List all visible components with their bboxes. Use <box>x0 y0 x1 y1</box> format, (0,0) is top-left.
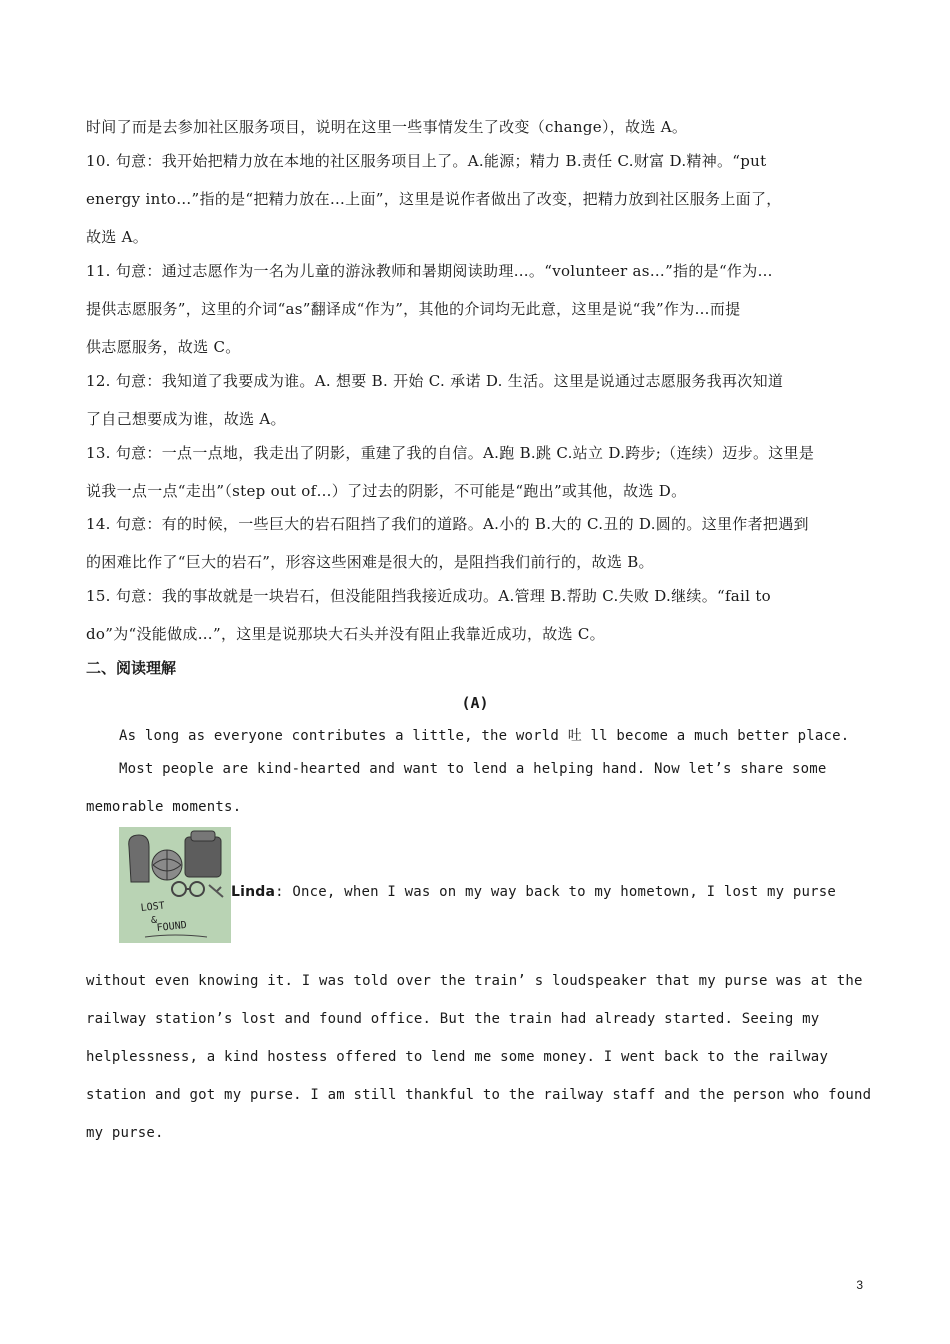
answer-line: energy into…”指的是“把精力放在…上面”，这里是说作者做出了改变，把精力放到社区服务上面了， <box>86 190 782 208</box>
answer-line: 10. 句意：我开始把精力放在本地的社区服务项目上了。A.能源；精力 B.责任 C.财富 D.精神。“put <box>86 152 767 170</box>
passage-intro: Most people are kind-hearted and want to lend a helping hand. Now let’s share some <box>119 761 827 777</box>
svg-text:LOST: LOST <box>140 900 166 914</box>
answer-line: 提供志愿服务”，这里的介词“as”翻译成“作为”，其他的介词均无此意，这里是说“我”作为…而提 <box>86 300 741 318</box>
answer-line: 供志愿服务，故选 C。 <box>86 338 241 356</box>
answer-line: do”为“没能做成…”，这里是说那块大石头并没有阻止我靠近成功，故选 C。 <box>86 625 605 643</box>
answer-line: 14. 句意：有的时候，一些巨大的岩石阻挡了我们的道路。A.小的 B.大的 C.丑的 D.圆的。这里作者把遇到 <box>86 515 809 533</box>
section-heading: 二、阅读理解 <box>86 659 177 677</box>
page-number: 3 <box>856 1278 863 1292</box>
answer-line: 了自己想要成为谁，故选 A。 <box>86 410 286 428</box>
lost-and-found-illustration <box>119 827 231 943</box>
answer-line: 时间了而是去参加社区服务项目，说明在这里一些事情发生了改变（change），故选 A。 <box>86 118 688 136</box>
lost-and-found-image <box>119 827 231 943</box>
answer-line: 11. 句意：通过志愿作为一名为儿童的游泳教师和暑期阅读助理…。“volunteer as…”指的是“作为… <box>86 262 773 280</box>
passage-line: railway station’s lost and found office. But the train had already started. Seeing my <box>86 1011 820 1027</box>
passage-label: (A) <box>461 694 489 712</box>
answer-line: 13. 句意：一点一点地，我走出了阴影，重建了我的自信。A.跑 B.跳 C.站立 D.跨步;（连续）迈步。这里是 <box>86 444 815 462</box>
svg-text:FOUND: FOUND <box>156 919 188 934</box>
speaker-name: Linda <box>231 884 276 900</box>
svg-text:&: & <box>151 915 158 926</box>
testimonial-first-line <box>231 882 837 902</box>
passage-line: helplessness, a kind hostess offered to lend me some money. I went back to the railway <box>86 1049 829 1065</box>
passage-line: my purse. <box>86 1125 164 1141</box>
passage-line: station and got my purse. I am still thankful to the railway staff and the person who found <box>86 1087 872 1103</box>
passage-intro: As long as everyone contributes a little, the world 吐 ll become a much better place. <box>119 728 850 744</box>
answer-line: 12. 句意：我知道了我要成为谁。A. 想要 B. 开始 C. 承诺 D. 生活。这里是说通过志愿服务我再次知道 <box>86 372 784 390</box>
passage-intro: memorable moments. <box>86 799 242 815</box>
testimonial-text: : Once, when I was on my way back to my hometown, I lost my purse <box>275 884 837 900</box>
answer-line: 故选 A。 <box>86 228 149 246</box>
answer-line: 的困难比作了“巨大的岩石”，形容这些困难是很大的，是阻挡我们前行的，故选 B。 <box>86 553 654 571</box>
answer-line: 15. 句意：我的事故就是一块岩石，但没能阻挡我接近成功。A.管理 B.帮助 C.失败 D.继续。“fail to <box>86 587 771 605</box>
passage-line: without even knowing it. I was told over the train’ s loudspeaker that my purse was at the <box>86 973 863 989</box>
answer-line: 说我一点一点“走出”（step out of…）了过去的阴影，不可能是“跑出”或其他，故选 D。 <box>86 482 687 500</box>
